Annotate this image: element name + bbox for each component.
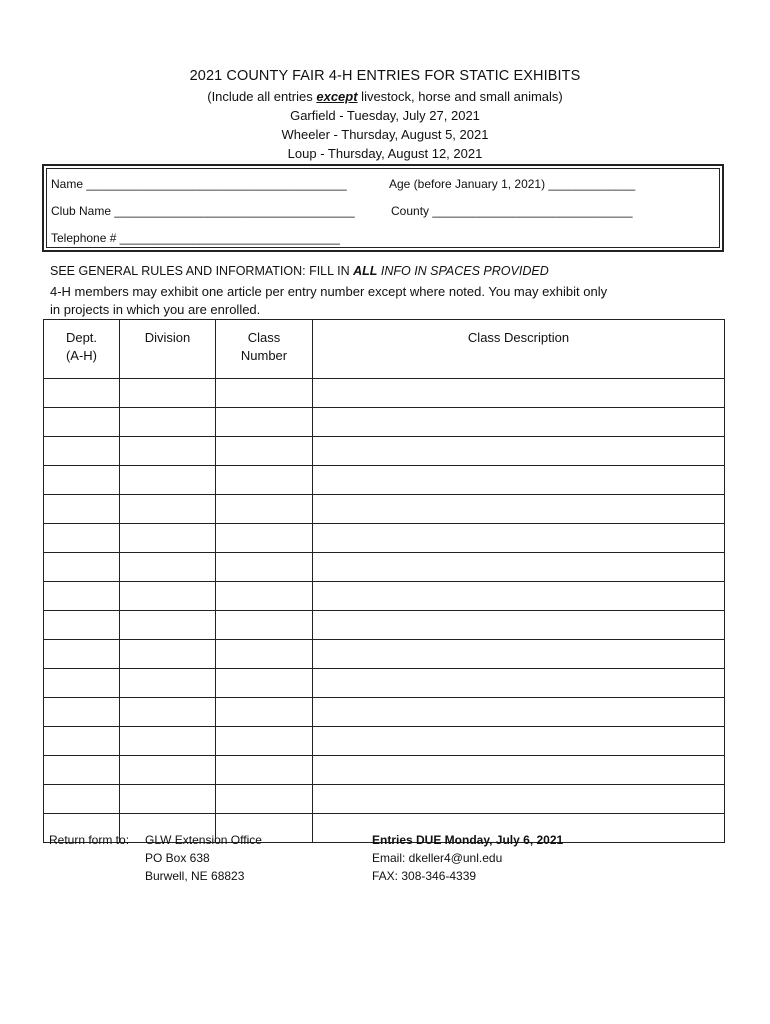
table-row [44,698,725,727]
rules-line-1: 4-H members may exhibit one article per entry number except where noted. You may exhibit only [50,284,608,299]
rules-heading [50,264,549,278]
due-info [372,831,563,885]
rules-line-2: in projects in which you are enrolled. [50,302,261,317]
fair-date-wheeler: Wheeler - Thursday, August 5, 2021 [281,127,489,142]
table-row [44,669,725,698]
table-row [44,785,725,814]
class-description-cell[interactable] [313,756,725,785]
subtitle-text: (Include all entries [207,89,317,104]
fair-date-loup: Loup - Thursday, August 12, 2021 [287,146,483,161]
member-info-inner [46,168,720,248]
class-number-cell[interactable] [216,408,313,437]
class-description-cell[interactable] [313,611,725,640]
header-class-line1: Class [247,330,281,345]
table-row [44,582,725,611]
header-class-number [216,320,313,379]
dept-cell[interactable] [44,582,120,611]
class-description-cell[interactable] [313,640,725,669]
division-cell[interactable] [120,408,216,437]
division-cell[interactable] [120,756,216,785]
class-number-cell[interactable] [216,437,313,466]
class-description-cell[interactable] [313,408,725,437]
division-cell[interactable] [120,437,216,466]
class-description-cell[interactable] [313,466,725,495]
form-title: 2021 COUNTY FAIR 4-H ENTRIES FOR STATIC EXHIBITS [189,68,581,84]
division-cell[interactable] [120,524,216,553]
address-line-3: Burwell, NE 68823 [145,869,245,883]
class-number-cell[interactable] [216,698,313,727]
member-info-box [42,164,724,252]
class-number-cell[interactable] [216,495,313,524]
division-cell[interactable] [120,466,216,495]
dept-cell[interactable] [44,466,120,495]
fair-date-garfield: Garfield - Tuesday, July 27, 2021 [290,108,480,123]
dept-cell[interactable] [44,611,120,640]
division-cell[interactable] [120,785,216,814]
subtitle-emphasis: except [316,89,358,104]
class-description-cell[interactable] [313,437,725,466]
class-description-cell[interactable] [313,553,725,582]
dept-cell[interactable] [44,495,120,524]
dept-cell[interactable] [44,379,120,408]
county-field[interactable]: County ______________________________ [391,204,633,218]
dept-cell[interactable] [44,727,120,756]
entries-body [44,379,725,843]
division-cell[interactable] [120,495,216,524]
division-cell[interactable] [120,640,216,669]
class-number-cell[interactable] [216,785,313,814]
table-row [44,379,725,408]
table-row [44,553,725,582]
table-row [44,408,725,437]
class-number-cell[interactable] [216,727,313,756]
class-description-cell[interactable] [313,669,725,698]
header-class-description: Class Description [313,320,725,379]
header-class-line2: Number [240,348,288,363]
class-description-cell[interactable] [313,698,725,727]
class-number-cell[interactable] [216,669,313,698]
dept-cell[interactable] [44,553,120,582]
email-contact: Email: dkeller4@unl.edu [372,851,503,865]
dept-cell[interactable] [44,669,120,698]
table-row [44,727,725,756]
class-description-cell[interactable] [313,379,725,408]
entries-table [43,319,725,843]
division-cell[interactable] [120,582,216,611]
class-description-cell[interactable] [313,785,725,814]
table-row [44,640,725,669]
telephone-field[interactable]: Telephone # _________________________________ [51,231,340,245]
class-number-cell[interactable] [216,553,313,582]
division-cell[interactable] [120,553,216,582]
table-row [44,495,725,524]
table-row [44,524,725,553]
address-line-2: PO Box 638 [145,851,210,865]
table-header-row [44,320,725,379]
header-dept-line2: (A-H) [65,348,98,363]
rules-heading-text-end: INFO IN SPACES PROVIDED [377,264,549,278]
class-description-cell[interactable] [313,727,725,756]
class-number-cell[interactable] [216,524,313,553]
class-number-cell[interactable] [216,379,313,408]
class-number-cell[interactable] [216,756,313,785]
header-dept-line1: Dept. [65,330,98,345]
division-cell[interactable] [120,698,216,727]
class-number-cell[interactable] [216,466,313,495]
return-address [145,831,262,885]
header-division: Division [120,320,216,379]
form-subtitle [0,89,770,104]
entries-due: Entries DUE Monday, July 6, 2021 [372,833,564,847]
class-number-cell[interactable] [216,611,313,640]
division-cell[interactable] [120,727,216,756]
club-name-field[interactable]: Club Name ____________________________________ [51,204,355,218]
division-cell[interactable] [120,669,216,698]
dept-cell[interactable] [44,408,120,437]
class-number-cell[interactable] [216,582,313,611]
fax-contact: FAX: 308-346-4339 [372,869,477,883]
rules-heading-emphasis: ALL [353,264,378,278]
division-cell[interactable] [120,611,216,640]
division-cell[interactable] [120,379,216,408]
address-line-1: GLW Extension Office [145,833,262,847]
dept-cell[interactable] [44,640,120,669]
class-description-cell[interactable] [313,582,725,611]
table-row [44,466,725,495]
subtitle-text-end: livestock, horse and small animals) [357,89,563,104]
table-row [44,437,725,466]
table-row [44,611,725,640]
table-row [44,756,725,785]
dept-cell[interactable] [44,524,120,553]
dept-cell[interactable] [44,785,120,814]
dept-cell[interactable] [44,698,120,727]
name-field[interactable]: Name _______________________________________ [51,177,347,191]
age-field[interactable]: Age (before January 1, 2021) _____________ [389,177,636,191]
header-dept [44,320,120,379]
dept-cell[interactable] [44,756,120,785]
class-description-cell[interactable] [313,524,725,553]
dept-cell[interactable] [44,437,120,466]
rules-heading-text: SEE GENERAL RULES AND INFORMATION: FILL IN [50,264,354,278]
class-number-cell[interactable] [216,640,313,669]
class-description-cell[interactable] [313,495,725,524]
return-label: Return form to: [49,833,130,847]
